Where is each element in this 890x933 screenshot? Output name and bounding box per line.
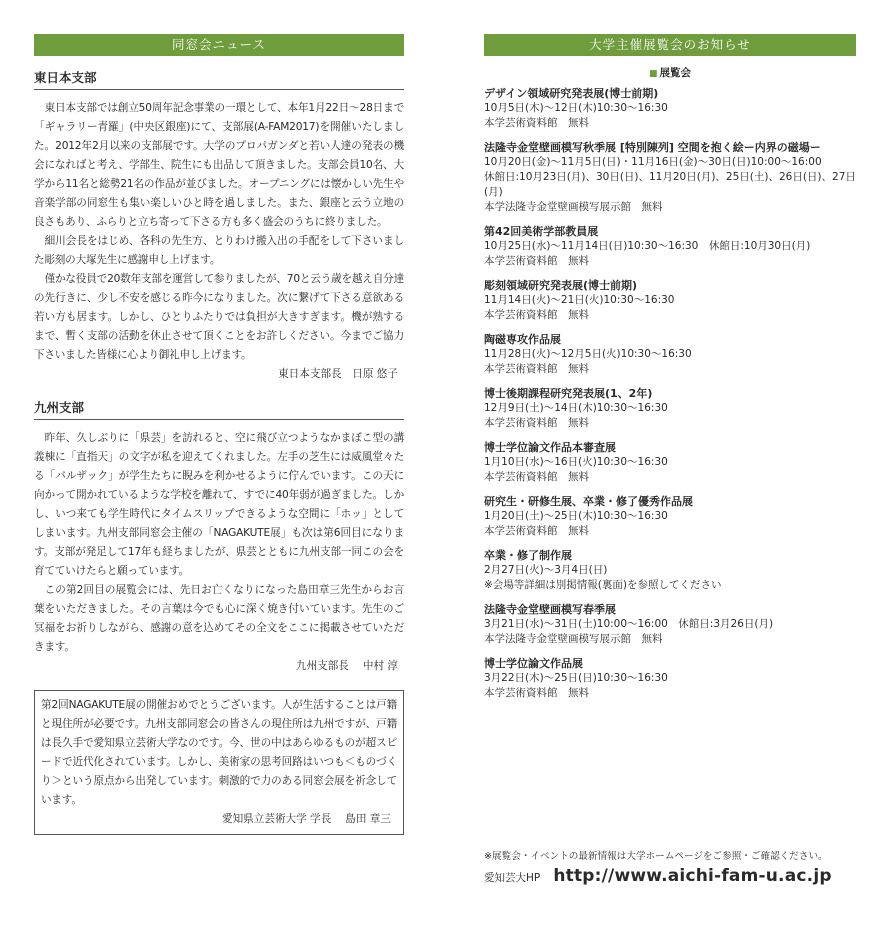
- exhibition-detail: 本学芸術資料館 無料: [484, 417, 589, 429]
- exhibition-item: [484, 224, 856, 269]
- exhibition-detail: 本学芸術資料館 無料: [484, 525, 589, 537]
- exhibition-title: 博士学位論文作品展: [484, 657, 583, 670]
- exhibition-detail: 本学芸術資料館 無料: [484, 687, 589, 699]
- president-message-text: 第2回NAGAKUTE展の開催おめでとうございます。人が生活することは戸籍と現住所が必要です。九州支部同窓会の皆さんの現住所は九州ですが、戸籍は長久手で愛知県立芸術大学なのです。今、世の中はあらゆるものが超スピードで近代化されています。しかし、美術家の思考回路はいつも＜ものづくり＞という原点から出発しています。刺激的で力のある同窓会展を祈念しています。: [41, 699, 397, 806]
- president-message-box: [34, 690, 404, 835]
- exhibition-item: [484, 332, 856, 377]
- alumni-news-header: 同窓会ニュース: [34, 34, 404, 56]
- exhibition-item: [484, 602, 856, 647]
- exhibition-title: 法隆寺金堂壁画模写春季展: [484, 603, 616, 616]
- exhibition-detail: 10月5日(木)～12日(木)10:30～16:30: [484, 102, 668, 114]
- footer-note: ※展覧会・イベントの最新情報は大学ホームページをご参照・ご確認ください。: [484, 851, 828, 862]
- exhibition-title: 第42回美術学部教員展: [484, 225, 599, 238]
- exhibition-item: [484, 548, 856, 593]
- exhibition-detail: 本学芸術資料館 無料: [484, 309, 589, 321]
- exhibition-item: [484, 386, 856, 431]
- east-japan-title: 東日本支部: [34, 68, 404, 90]
- exhibitions-subheader-label: 展覧会: [659, 67, 691, 79]
- exhibitions-subheader: [484, 65, 856, 80]
- exhibition-detail: 11月28日(火)～12月5日(火)10:30～16:30: [484, 348, 692, 360]
- exhibition-item: [484, 140, 856, 215]
- exhibition-title: 彫刻領域研究発表展(博士前期): [484, 279, 638, 292]
- exhibition-item: [484, 656, 856, 701]
- east-japan-paragraph: 僅かな役員で20数年支部を運営して参りましたが、70と云う歳を越え自分達の先行きに、少し不安を感じる昨今になりました。次に繋げて下さる意欲ある若い方も居ます。しかし、ひとりふたりでは負担が大きすぎます。機が熟するまで、暫く支部の活動を休止させて頂くことをお許しください。今までご協力下さいました皆様に心より御礼申し上げます。: [34, 273, 404, 361]
- east-japan-signature: 東日本支部長 日原 悠子: [278, 368, 398, 380]
- exhibition-detail: 3月22日(木)～25日(日)10:30～16:30: [484, 672, 668, 684]
- exhibition-title: デザイン領域研究発表展(博士前期): [484, 87, 659, 100]
- exhibition-detail: ※会場等詳細は別掲情報(裏面)を参照してください: [484, 579, 722, 591]
- exhibitions-column: [484, 34, 856, 710]
- exhibition-detail: 本学芸術資料館 無料: [484, 117, 589, 129]
- exhibition-title: 卒業・修了制作展: [484, 549, 572, 562]
- exhibition-detail: 10月25日(水)～11月14日(日)10:30～16:30 休館日:10月30日(月): [484, 240, 811, 252]
- east-japan-paragraph: 細川会長をはじめ、各科の先生方、とりわけ搬入出の手配をして下さいました彫刻の大塚先生に感謝申し上げます。: [34, 235, 404, 266]
- exhibition-detail: 本学法隆寺金堂壁画模写展示館 無料: [484, 201, 663, 213]
- exhibition-item: [484, 278, 856, 323]
- exhibition-detail: 本学法隆寺金堂壁画模写展示館 無料: [484, 633, 663, 645]
- exhibition-detail: 本学芸術資料館 無料: [484, 255, 589, 267]
- exhibition-detail: 2月27日(火)～3月4日(日): [484, 564, 608, 576]
- exhibition-detail: 1月20日(土)～25日(木)10:30～16:30: [484, 510, 668, 522]
- exhibition-detail: 3月21日(水)～31日(土)10:00～16:00 休館日:3月26日(月): [484, 618, 774, 630]
- exhibitions-footer: [484, 850, 856, 886]
- exhibition-title: 研究生・研修生展、卒業・修了優秀作品展: [484, 495, 693, 508]
- kyushu-paragraph: 昨年、久しぶりに「県芸」を訪れると、空に飛び立つようなかまぼこ型の講義棟に「直指天」の文字が私を迎えてくれました。左手の芝生には威風堂々たる「バルザック」が学生たちに睨みを利かせるように佇んでいます。この天に向かって開かれているような学校を離れて、すでに40年弱が過ぎました。しかし、いつ来ても学生時代にタイムスリップできるような空間に「ホッ」としてしまいます。九州支部同窓会主催の「NAGAKUTE展」も次は第6回目になります。支部が発足して17年も経ちましたが、県芸とともに九州支部一同この会を育てていけたらと願っています。: [34, 432, 404, 577]
- alumni-news-column: [34, 34, 404, 835]
- president-message-signature: 愛知県立芸術大学 学長 島田 章三: [221, 813, 391, 825]
- kyushu-signature: 九州支部長 中村 淳: [295, 660, 398, 672]
- exhibition-detail: 10月20日(金)～11月5日(日)・11月16日(金)～30日(日)10:00～16:00: [484, 156, 822, 168]
- exhibition-title: 博士学位論文作品本審査展: [484, 441, 616, 454]
- square-bullet-icon: ■: [648, 69, 658, 79]
- exhibition-item: [484, 440, 856, 485]
- exhibition-detail: 12月9日(土)～14日(木)10:30～16:30: [484, 402, 668, 414]
- exhibition-title: 博士後期課程研究発表展(1、2年): [484, 387, 653, 400]
- east-japan-section: [34, 68, 404, 384]
- exhibition-detail: 1月10日(水)～16日(火)10:30～16:30: [484, 456, 668, 468]
- exhibition-detail: 11月14日(火)～21日(火)10:30～16:30: [484, 294, 675, 306]
- exhibition-item: [484, 494, 856, 539]
- exhibition-item: [484, 86, 856, 131]
- kyushu-section: [34, 398, 404, 676]
- hp-url-row: [484, 866, 856, 886]
- east-japan-paragraph: 東日本支部では創立50周年記念事業の一環として、本年1月22日～28日まで「ギャラリー青羅」(中央区銀座)にて、支部展(A-FAM2017)を開催いたしました。2012年2月以来の支部展です。大学のプロパガンダと若い人達の発表の機会になればと考え、学部生、院生にも出品して頂きました。支部会員10名、大学から11名と総勢21名の作品が並びました。オープニングには懐かしい先生や音楽学部の同窓生も集い楽しいひと時を過しました。また、銀座と云う立地の良さもあり、ふらりと立ち寄って下さる方も多く盛会のうちに終りました。: [34, 102, 404, 228]
- hp-label: 愛知芸大HP: [484, 872, 541, 884]
- exhibition-detail: 本学芸術資料館 無料: [484, 363, 589, 375]
- exhibitions-header: 大学主催展覧会のお知らせ: [484, 34, 856, 56]
- exhibition-title: 法隆寺金堂壁画模写秋季展 [特別陳列] 空間を抱く絵ー内界の磁場ー: [484, 141, 821, 154]
- exhibition-detail: 本学芸術資料館 無料: [484, 471, 589, 483]
- university-url-link[interactable]: http://www.aichi-fam-u.ac.jp: [553, 866, 832, 886]
- exhibition-title: 陶磁専攻作品展: [484, 333, 561, 346]
- kyushu-paragraph: この第2回目の展覧会には、先日お亡くなりになった島田章三先生からお言葉をいただきました。その言葉は今でも心に深く焼き付いています。先生のご冥福をお祈りしながら、感謝の意を込めてその全文をここに掲載させていただきます。: [34, 584, 404, 653]
- exhibition-detail: 休館日:10月23日(月)、30日(日)、11月20日(月)、25日(土)、26日(日)、27日(月): [484, 171, 856, 198]
- kyushu-title: 九州支部: [34, 398, 404, 420]
